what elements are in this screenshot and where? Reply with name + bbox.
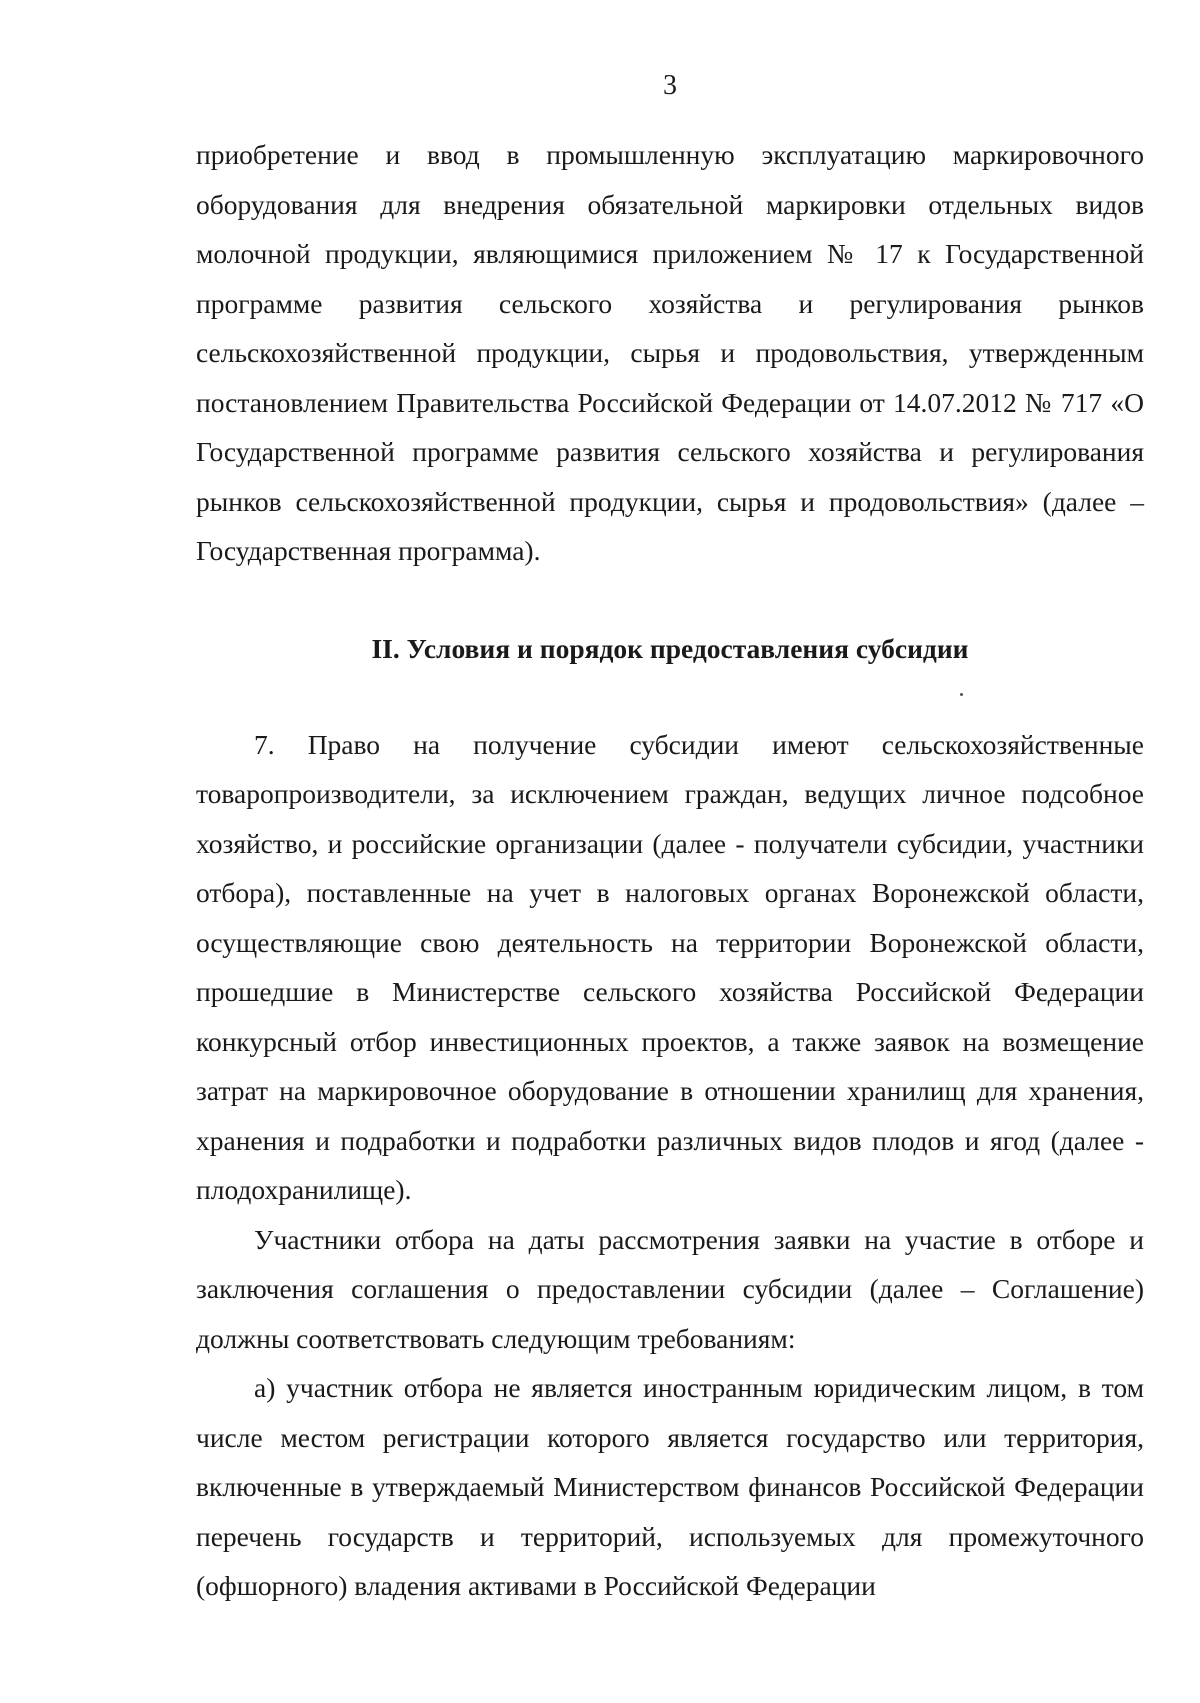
document-body bbox=[196, 130, 1144, 1611]
section-heading: II. Условия и порядок предоставления субсидии bbox=[371, 632, 969, 664]
intro-paragraph: приобретение и ввод в промышленную эксплуатацию маркировочного оборудования для внедрения обязательной маркировки отдельных видов молочной продукции, являющимися приложением № 17 к Государственной программе развития сельского хозяйства и регулирования рынков сельскохозяйственной продукции, сырья и продовольствия, утвержденным постановлением Правительства Российской Федерации от 14.07.2012 № 717 «О Государственной программе развития сельского хозяйства и регулирования рынков сельскохозяйственной продукции, сырья и продовольствия» (далее – Государственная программа). bbox=[196, 139, 1144, 566]
item-a-paragraph: а) участник отбора не является иностранным юридическим лицом, в том числе местом регистрации которого является государство или территория, включенные в утверждаемый Министерством финансов Российской Федерации перечень государств и территорий, используемых для промежуточного (офшорного) владения активами в Российской Федерации bbox=[196, 1372, 1144, 1601]
participants-paragraph: Участники отбора на даты рассмотрения заявки на участие в отборе и заключения соглашения о предоставлении субсидии (далее – Соглашение) должны соответствовать следующим требованиям: bbox=[196, 1223, 1144, 1354]
paragraph-7: 7. Право на получение субсидии имеют сельскохозяйственные товаропроизводители, за исключением граждан, ведущих личное подсобное хозяйство, и российские организации (далее - получатели субсидии, участники отбора), поставленные на учет в налоговых органах Воронежской области, осуществляющие свою деятельность на территории Воронежской области, прошедшие в Министерстве сельского хозяйства Российской Федерации конкурсный отбор инвестиционных проектов, а также заявок на возмещение затрат на маркировочное оборудование в отношении хранилищ для хранения, хранения и подработки и подработки различных видов плодов и ягод (далее - плодохранилище). bbox=[196, 728, 1144, 1205]
page-number: 3 bbox=[663, 70, 677, 101]
scan-speck bbox=[960, 693, 963, 696]
